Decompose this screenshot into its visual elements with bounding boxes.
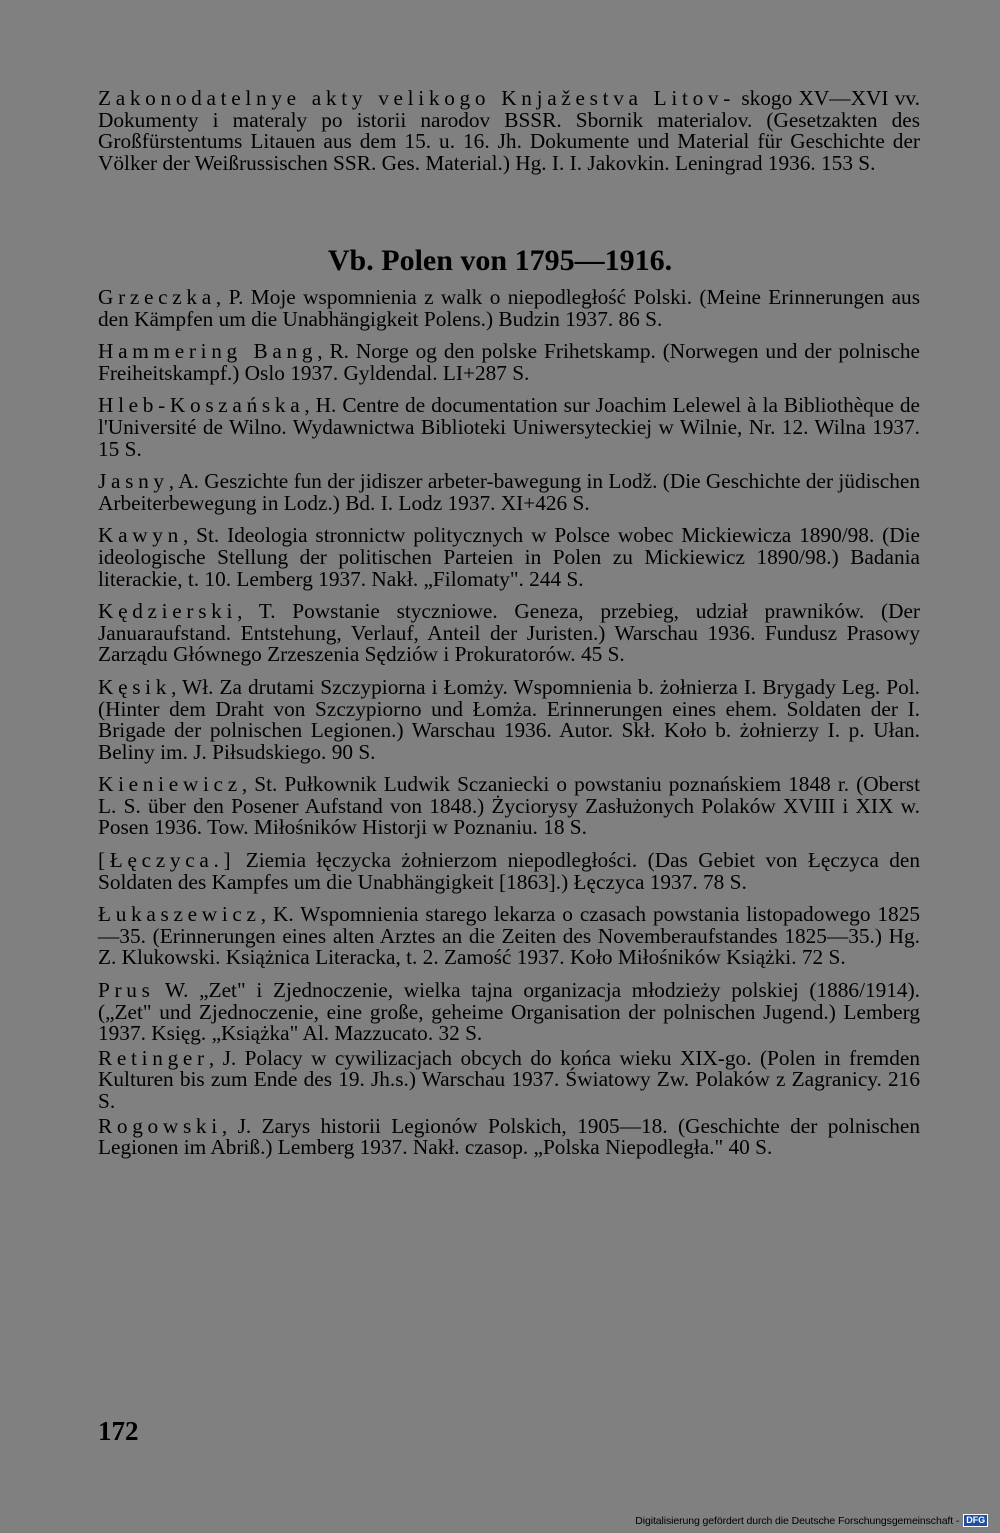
entry-author: Kęsik [98,674,172,699]
bibliography-list [98,287,920,1159]
entry-author: Kieniewicz [98,772,242,797]
entry-text: , A. Geszichte fun der jidiszer arbeter-bawegung in Lodž. (Die Geschichte der jüdischen Arbeiterbewegung in Lodz.) Bd. I. Lodz 1937. XI+426 S. [98,469,920,515]
bibliography-entry [98,88,920,174]
entry-text: , H. Centre de documentation sur Joachim Lelewel à la Bibliothèque de l'Université de Wilno. Wydawnictwa Biblioteki Uniwersyteckiej w Wilnie, Nr. 12. Wilna 1937. 15 S. [98,393,920,461]
entry-author: [Łęczyca.] [98,848,236,873]
entry-text: , J. Polacy w cywilizacjach obcych do końca wieku XIX-go. (Polen in fremden Kulturen bis zum Ende des 19. Jh.s.) Warschau 1937. Światowy Zw. Polaków z Zagranicy. 216 S. [98,1045,920,1113]
bibliography-entry [98,341,920,384]
bibliography-entry [98,674,920,764]
dfg-logo-icon: DFG [963,1514,988,1527]
top-entry [98,88,920,174]
digitization-footer [635,1514,988,1527]
entry-author: Rogowski [98,1113,222,1138]
bibliography-entry [98,471,920,514]
bibliography-entry [98,1045,920,1113]
entry-author: Kawyn [98,523,183,548]
bibliography-entry [98,525,920,590]
entry-text: , Wł. Za drutami Szczypiorna i Łomży. Wspomnienia b. żołnierza I. Brygady Leg. Pol. (Hinter dem Draht von Szczypiorno und Łomża. Erinnerungen eines ehem. Soldaten der I. Brigade der polnischen Legionen.) Warschau 1936. Autor. Skł. Koło b. żołnierzy I. p. Ułan. Beliny im. J. Piłsudskiego. 90 S. [98,674,920,764]
entry-text: skogo XV—XVI vv. Dokumenty i materaly po istorii narodov BSSR. Sbornik materialov. (Gesetzakten des Großfürstentums Litauen aus dem 15. u. 16. Jh. Dokumente und Material für Geschichte der Völker der Weißrussischen SSR. Ges. Material.) Hg. I. I. Jakovkin. Leningrad 1936. 153 S. [98,86,920,175]
bibliography-entry [98,601,920,666]
entry-text: , T. Powstanie styczniowe. Geneza, przebieg, udział prawników. (Der Januaraufstand. Entstehung, Verlauf, Anteil der Juristen.) Warschau 1936. Fundusz Prasowy Zarządu Głównego Zrzeszenia Sędziów i Prokuratorów. 45 S. [98,599,920,667]
bibliography-entry [98,980,920,1045]
entry-text: , St. Ideologia stronnictw politycznych w Polsce wobec Mickiewicza 1890/98. (Die ideologische Stellung der politischen Parteien in Polen zu Mickiewicz 1890/98.) Badania literackie, t. 10. Lemberg 1937. Nakł. „Filomaty". 244 S. [98,523,920,591]
page-number: 172 [98,1416,139,1446]
entry-author: Grzeczka [98,285,216,309]
bibliography-entry [98,904,920,969]
entry-text: Ziemia łęczycka żołnierzom niepodległości. (Das Gebiet von Łęczyca den Soldaten des Kampfes um die Unabhängigkeit [1863].) Łęczyca 1937. 78 S. [98,848,920,894]
entry-text: W. „Zet" i Zjednoczenie, wielka tajna organizacja młodzieży polskiej (1886/1914). („Zet" und Zjednoczenie, eine große, geheime Organisation der polnischen Jugend.) Lemberg 1937. Księg. „Książka" Al. Mazzucato. 32 S. [98,978,920,1046]
footer-text: Digitalisierung gefördert durch die Deutsche Forschungsgemeinschaft - [635,1514,960,1527]
entry-text: , J. Zarys historii Legionów Polskich, 1905—18. (Geschichte der polnischen Legionen im Abriß.) Lemberg 1937. Nakł. czasop. „Polska Niepodległa." 40 S. [98,1113,920,1160]
entry-author: Zakonodatelnye akty velikogo Knjažestva Litov- [98,86,736,110]
bibliography-entry [98,850,920,893]
entry-text: , St. Pułkownik Ludwik Sczaniecki o powstaniu poznańskiem 1848 r. (Oberst L. S. über den Posener Aufstand von 1848.) Życiorysy Zasłużonych Polaków XVIII i XIX w. Posen 1936. Tow. Miłośników Historji w Poznaniu. 18 S. [98,772,920,840]
bibliography-entry [98,774,920,839]
entry-author: Łukaszewicz [98,902,261,927]
entry-text: , P. Moje wspomnienia z walk o niepodległość Polski. (Meine Erinnerungen aus den Kämpfen um die Unabhängigkeit Polens.) Budzin 1937. 86 S. [98,285,920,331]
entry-author: Kędzierski [98,599,238,624]
entry-author: Hammering Bang [98,339,318,364]
bibliography-entry [98,287,920,330]
bibliography-entry [98,1113,920,1160]
entry-author: Hleb-Koszańska [98,393,305,418]
entry-text: , R. Norge og den polske Frihetskamp. (Norwegen und der polnische Freiheitskampf.) Oslo 1937. Gyldendal. LI+287 S. [98,339,921,385]
section-heading: Vb. Polen von 1795—1916. [327,244,673,277]
entry-author: Retinger [98,1045,209,1070]
entry-text: , K. Wspomnienia starego lekarza o czasach powstania listopadowego 1825—35. (Erinnerungen eines alten Arztes an die Zeiten des Novemberaufstandes 1825—35.) Hg. Z. Klukowski. Książnica Literacka, t. 2. Zamość 1937. Koło Miłośników Książki. 72 S. [98,902,920,970]
entry-author: Jasny [98,469,169,494]
entry-author: Prus [98,978,155,1003]
bibliography-entry [98,395,920,460]
